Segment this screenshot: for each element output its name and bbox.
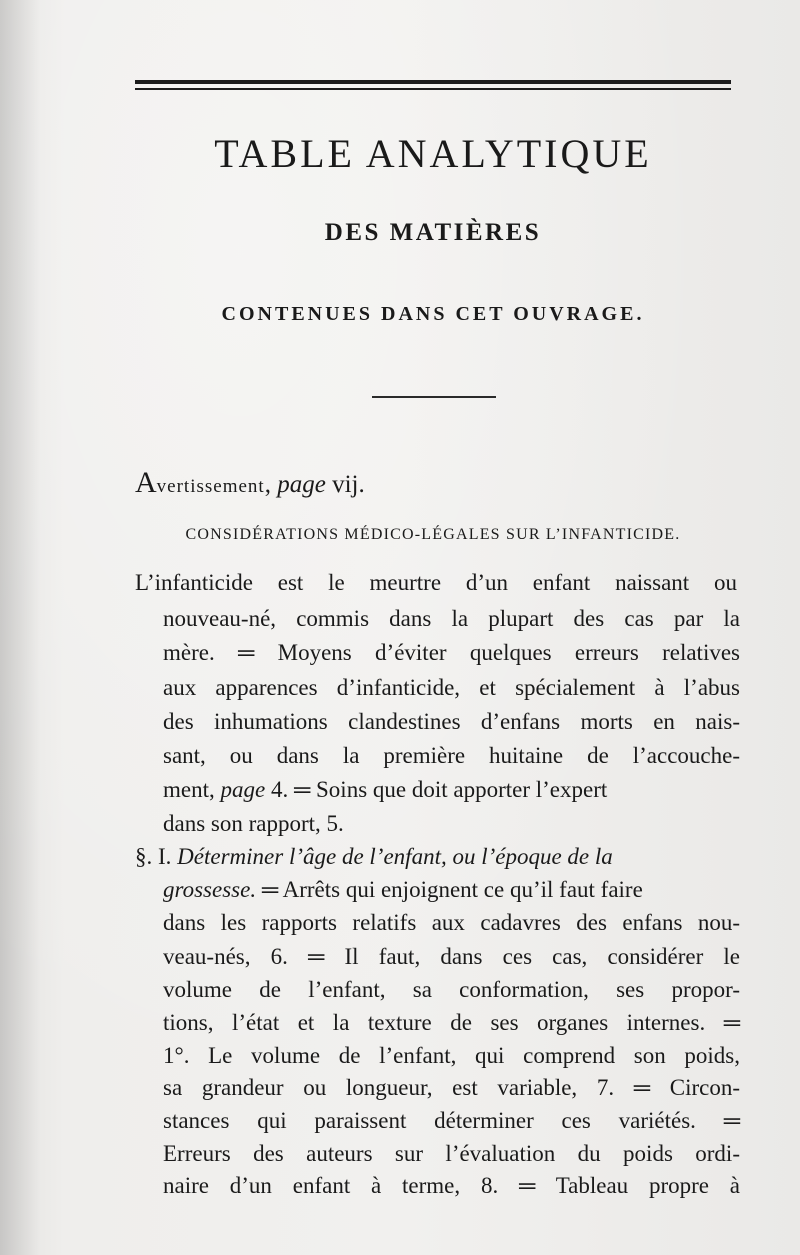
text-line: tions, l’état et la texture de ses organes internes. ═ xyxy=(163,1010,740,1035)
text-segment: ment, xyxy=(163,777,221,802)
text-line: 1°. Le volume de l’enfant, qui comprend son poids, xyxy=(163,1043,740,1068)
page-title: TABLE ANALYTIQUE xyxy=(214,131,652,176)
avertissement-separator: , xyxy=(264,471,278,498)
text-line: sant, ou dans la première huitaine de l’accouche- xyxy=(163,743,740,768)
avertissement-initial: A xyxy=(135,466,157,499)
text-line: dans son rapport, 5. xyxy=(163,811,344,836)
section-title-end: grossesse. xyxy=(163,877,257,902)
section-title: Déterminer l’âge de l’enfant, ou l’époque de la xyxy=(177,844,613,869)
title-divider xyxy=(372,396,496,398)
text-segment: 4. ═ Soins que doit apporter l’expert xyxy=(265,777,608,802)
header-rule-thick xyxy=(135,80,731,84)
header-rule-thin xyxy=(135,88,731,90)
text-segment: ═ Arrêts qui enjoignent ce qu’il faut faire xyxy=(256,877,643,902)
text-line: Erreurs des auteurs sur l’évaluation du poids ordi- xyxy=(163,1141,740,1166)
text-line: sa grandeur ou longueur, est variable, 7. ═ Circon- xyxy=(163,1075,740,1100)
avertissement-entry xyxy=(135,466,735,504)
text-line: dans les rapports relatifs aux cadavres des enfans nou- xyxy=(163,910,740,935)
page-subtitle: DES MATIÈRES xyxy=(324,219,542,246)
section-heading: CONSIDÉRATIONS MÉDICO-LÉGALES SUR L’INFANTICIDE. xyxy=(185,526,681,543)
page-subtitle-2: CONTENUES DANS CET OUVRAGE. xyxy=(221,303,645,325)
page-word: page xyxy=(220,777,266,802)
text-line xyxy=(163,874,740,906)
text-line: naire d’un enfant à terme, 8. ═ Tableau propre à xyxy=(163,1173,740,1198)
text-line: mère. ═ Moyens d’éviter quelques erreurs relatives xyxy=(163,640,740,665)
text-line: des inhumations clandestines d’enfans morts en nais- xyxy=(163,709,740,734)
page-gutter-shadow xyxy=(0,0,40,1255)
text-line xyxy=(135,841,737,873)
text-line: stances qui paraissent déterminer ces variétés. ═ xyxy=(163,1108,740,1133)
text-line: aux apparences d’infanticide, et spécialement à l’abus xyxy=(163,675,740,700)
avertissement-label: vertissement xyxy=(156,476,265,497)
text-line: volume de l’enfant, sa conformation, ses propor- xyxy=(163,977,740,1002)
avertissement-page-number: vij. xyxy=(325,471,365,498)
text-line xyxy=(163,774,740,806)
text-line: veau-nés, 6. ═ Il faut, dans ces cas, considérer le xyxy=(163,944,740,969)
text-line: L’infanticide est le meurtre d’un enfant naissant ou xyxy=(135,570,737,595)
avertissement-page-word: page xyxy=(277,471,326,498)
text-line: nouveau-né, commis dans la plupart des cas par la xyxy=(163,606,740,631)
section-number: §. I. xyxy=(135,844,178,869)
